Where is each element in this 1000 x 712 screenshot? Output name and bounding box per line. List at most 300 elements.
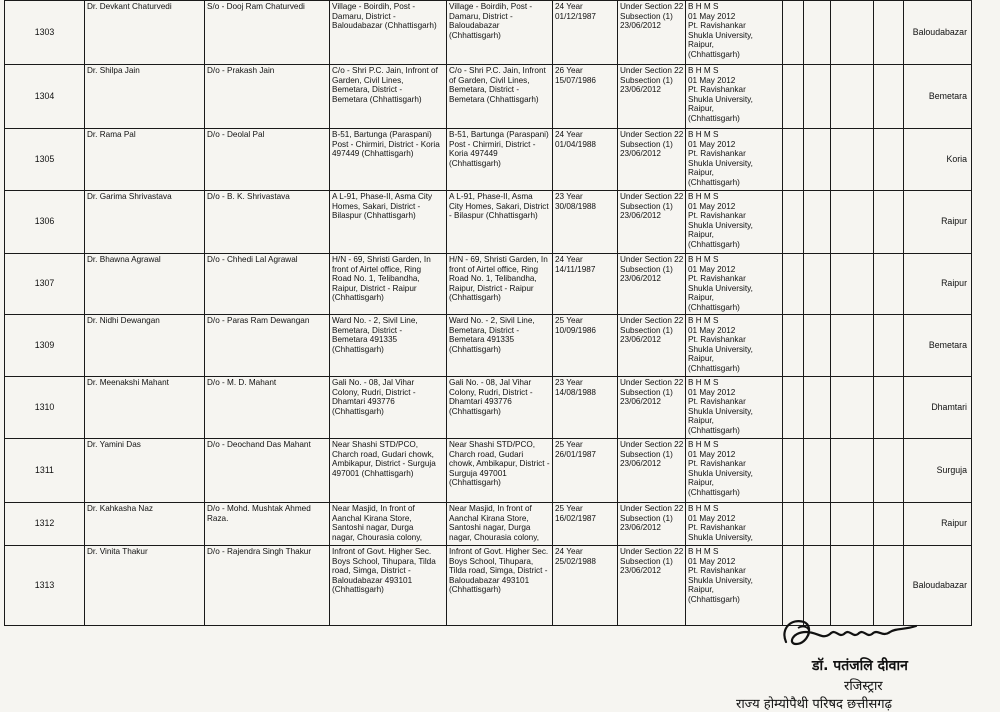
section-line: Under Section 22 xyxy=(620,378,684,387)
relation xyxy=(205,1,330,65)
doctor-name-text: Dr. Kahkasha Naz xyxy=(87,504,153,513)
blank-col-2 xyxy=(804,1,831,65)
blank-col-3 xyxy=(831,377,874,439)
table-row xyxy=(5,1,972,65)
address-line: Bemetara 491335 xyxy=(332,335,398,345)
address-line: B-51, Bartunga (Paraspani) xyxy=(449,130,549,139)
doctor-name xyxy=(85,254,205,315)
blank-col-1 xyxy=(783,377,804,439)
section-line: Under Section 22 xyxy=(620,547,684,556)
section-line: Under Section 22 xyxy=(620,316,684,325)
address-line: H/N - 69, Shristi Garden, In xyxy=(449,255,548,264)
blank-col-4 xyxy=(874,1,904,65)
serial-number-text: 1305 xyxy=(34,153,55,164)
address-line: 497449 (Chhattisgarh) xyxy=(332,149,414,159)
dob-text: 01/04/1988 xyxy=(555,139,596,149)
qualification-line: Shukla University, xyxy=(688,283,753,293)
age-dob xyxy=(553,377,618,439)
blank-col-3 xyxy=(831,191,874,254)
age-text: 23 Year xyxy=(555,378,583,387)
address-permanent xyxy=(447,315,553,377)
qualification-line: 01 May 2012 xyxy=(688,11,736,21)
serial-number xyxy=(5,439,85,503)
blank-col-3 xyxy=(831,1,874,65)
qualification-line: 01 May 2012 xyxy=(688,264,736,274)
qualification-line: 01 May 2012 xyxy=(688,325,736,335)
relation xyxy=(205,129,330,191)
section-line: Under Section 22 xyxy=(620,130,684,139)
blank-col-4 xyxy=(874,377,904,439)
qualification-line: Raipur, xyxy=(688,585,714,595)
serial-number-text: 1311 xyxy=(35,464,54,475)
dob-text: 01/12/1987 xyxy=(555,11,596,21)
age-dob xyxy=(553,315,618,377)
address-line: Near Shashi STD/PCO, xyxy=(449,440,535,449)
qualification-line: Shukla University, xyxy=(688,158,753,168)
address-line: Bemetara, District - xyxy=(332,85,403,95)
address-line: road, Simga, District - xyxy=(332,566,411,576)
section-line: Under Section 22 xyxy=(620,2,684,11)
serial-number-text: 1310 xyxy=(34,401,55,412)
address-line: Road No. 1, Telibandha, xyxy=(332,274,420,284)
blank-col-4 xyxy=(874,254,904,315)
registration-section xyxy=(618,1,686,65)
section-line: Subsection (1) xyxy=(620,75,673,85)
address-line: Near Masjid, In front of xyxy=(449,504,532,513)
address-line: Baloudabazar (Chhattisgarh) xyxy=(332,21,437,31)
address-line: (Chhattisgarh) xyxy=(332,406,384,416)
address-line: Charch road, Gudari xyxy=(449,449,524,459)
qualification-line: (Chhattisgarh) xyxy=(688,302,740,312)
doctor-name-text: Dr. Vinita Thakur xyxy=(87,547,148,556)
district xyxy=(904,315,972,377)
dob-text: 15/07/1986 xyxy=(555,75,596,85)
section-line: Subsection (1) xyxy=(620,139,673,149)
dob-text: 14/11/1987 xyxy=(555,264,596,274)
qualification-line: (Chhattisgarh) xyxy=(688,594,740,604)
address-line: chowk, Ambikapur, District - xyxy=(449,459,550,469)
address-line: Infront of Govt. Higher Sec. xyxy=(449,547,549,556)
serial-number-text: 1303 xyxy=(34,26,55,37)
address-line: Baloudabazar 493101 xyxy=(449,575,530,585)
doctor-name-text: Dr. Garima Shrivastava xyxy=(87,192,172,201)
serial-number-text: 1309 xyxy=(34,339,55,350)
blank-col-2 xyxy=(804,129,831,191)
qualification-line: (Chhattisgarh) xyxy=(688,113,740,123)
registration-section xyxy=(618,254,686,315)
age-dob xyxy=(553,129,618,191)
address-line: Village - Boirdih, Post - xyxy=(332,2,416,11)
address-line: Baloudabazar xyxy=(449,21,500,31)
registrar-designation: रजिस्ट्रार xyxy=(844,679,883,694)
serial-number xyxy=(5,315,85,377)
blank-col-4 xyxy=(874,191,904,254)
section-line: Subsection (1) xyxy=(620,387,673,397)
address-permanent xyxy=(447,191,553,254)
blank-col-2 xyxy=(804,191,831,254)
section-line: Subsection (1) xyxy=(620,264,673,274)
section-line: Subsection (1) xyxy=(620,513,673,523)
district-text: Baloudabazar xyxy=(912,579,967,590)
qualification xyxy=(686,315,783,377)
address-line: nagar, Chourasia colony, xyxy=(332,532,422,542)
blank-col-2 xyxy=(804,377,831,439)
qualification-line: (Chhattisgarh) xyxy=(688,363,740,373)
address-line: Gali No. - 08, Jal Vihar xyxy=(449,378,532,387)
address-line: front of Airtel office, Ring xyxy=(449,264,539,274)
address-line: Post - Chirmiri, District - xyxy=(449,139,536,149)
serial-number xyxy=(5,191,85,254)
address-line: A L-91, Phase-II, Asma City xyxy=(332,192,433,201)
section-line: Subsection (1) xyxy=(620,325,673,335)
address-line: (Chhattisgarh) xyxy=(332,293,384,303)
serial-number xyxy=(5,1,85,65)
address xyxy=(330,315,447,377)
registration-section xyxy=(618,377,686,439)
table-row xyxy=(5,503,972,546)
address-line: Homes, Sakari, District - xyxy=(332,201,421,211)
address-line: Bemetara (Chhattisgarh) xyxy=(332,94,422,104)
address-line: 497001 (Chhattisgarh) xyxy=(332,468,414,478)
qualification-line: Shukla University, xyxy=(688,532,753,542)
district xyxy=(904,254,972,315)
age-text: 25 Year xyxy=(555,504,583,513)
section-line: Subsection (1) xyxy=(620,556,673,566)
address xyxy=(330,65,447,129)
table-row xyxy=(5,191,972,254)
registration-section xyxy=(618,546,686,626)
address-line: (Chhattisgarh) xyxy=(449,344,501,354)
qualification-line: B H M S xyxy=(688,316,719,325)
section-line: Under Section 22 xyxy=(620,440,684,449)
relation xyxy=(205,65,330,129)
qualification-line: Pt. Ravishankar xyxy=(688,21,746,31)
address-line: Raipur, District - Raipur xyxy=(449,283,534,293)
address xyxy=(330,191,447,254)
qualification-line: Raipur, xyxy=(688,354,714,364)
doctor-name-text: Dr. Yamini Das xyxy=(87,440,141,449)
age-text: 25 Year xyxy=(555,440,583,449)
district-text: Bemetara xyxy=(928,339,967,350)
signature-graphic xyxy=(778,614,928,654)
serial-number-text: 1304 xyxy=(34,90,55,101)
address-line: C/o - Shri P.C. Jain, Infront of xyxy=(332,66,438,75)
blank-col-1 xyxy=(783,315,804,377)
address-line: Charch road, Gudari chowk, xyxy=(332,449,434,459)
address-line: Bemetara (Chhattisgarh) xyxy=(449,94,539,104)
blank-col-1 xyxy=(783,65,804,129)
address-permanent xyxy=(447,129,553,191)
age-text: 23 Year xyxy=(555,192,583,201)
section-line: 23/06/2012 xyxy=(620,149,661,159)
doctor-name xyxy=(85,1,205,65)
qualification-line: 01 May 2012 xyxy=(688,513,736,523)
address-line: (Chhattisgarh) xyxy=(449,406,501,416)
district xyxy=(904,65,972,129)
address-line: Infront of Govt. Higher Sec. xyxy=(332,547,432,556)
section-line: 23/06/2012 xyxy=(620,211,661,221)
relation-line: Raza. xyxy=(207,513,229,523)
dob-text: 25/02/1988 xyxy=(555,556,596,566)
district-text: Raipur xyxy=(941,278,967,289)
address-line: of Garden, Civil Lines, xyxy=(449,75,530,85)
qualification-line: (Chhattisgarh) xyxy=(688,487,740,497)
blank-col-2 xyxy=(804,254,831,315)
section-line: 23/06/2012 xyxy=(620,459,661,469)
address-line: Bemetara, District - xyxy=(332,325,403,335)
qualification-line: 01 May 2012 xyxy=(688,75,736,85)
address-line: A L-91, Phase-II, Asma xyxy=(449,192,533,201)
table-row xyxy=(5,129,972,191)
address-line: Dhamtari 493776 xyxy=(332,397,395,407)
address-line: Boys School, Tihupara, xyxy=(449,556,534,566)
qualification-line: Pt. Ravishankar xyxy=(688,397,746,407)
address-line: (Chhattisgarh) xyxy=(449,158,501,168)
section-line: Under Section 22 xyxy=(620,66,684,75)
address-line: front of Airtel office, Ring xyxy=(332,264,422,274)
registrar-signature-block xyxy=(720,612,1000,710)
age-dob xyxy=(553,191,618,254)
qualification-line: (Chhattisgarh) xyxy=(688,239,740,249)
district xyxy=(904,439,972,503)
address-line: Tilda road, Simga, District - xyxy=(449,566,548,576)
registration-section xyxy=(618,503,686,546)
address-line: Ward No. - 2, Sivil Line, xyxy=(449,316,535,325)
table-row xyxy=(5,65,972,129)
blank-col-1 xyxy=(783,439,804,503)
address-line: Bemetara 491335 xyxy=(449,335,515,345)
district-text: Baloudabazar xyxy=(912,26,967,37)
section-line: Subsection (1) xyxy=(620,201,673,211)
qualification xyxy=(686,191,783,254)
table-row xyxy=(5,315,972,377)
age-dob xyxy=(553,65,618,129)
relation-line: D/o - Chhedi Lal Agrawal xyxy=(207,255,298,264)
section-line: 23/06/2012 xyxy=(620,397,661,407)
address-line: Post - Chirmiri, District - Koria xyxy=(332,139,440,149)
doctor-name xyxy=(85,546,205,626)
dob-text: 16/02/1987 xyxy=(555,513,596,523)
doctor-name xyxy=(85,315,205,377)
section-line: Under Section 22 xyxy=(620,504,684,513)
qualification-line: Pt. Ravishankar xyxy=(688,149,746,159)
address-line: Aanchal Kirana Store, xyxy=(332,513,412,523)
qualification xyxy=(686,1,783,65)
qualification-line: Shukla University, xyxy=(688,575,753,585)
address-line: Baloudabazar 493101 xyxy=(332,575,413,585)
qualification-line: (Chhattisgarh) xyxy=(688,425,740,435)
registration-section xyxy=(618,191,686,254)
section-line: 23/06/2012 xyxy=(620,21,661,31)
qualification-line: 01 May 2012 xyxy=(688,139,736,149)
doctor-name-text: Dr. Devkant Chaturvedi xyxy=(87,2,172,11)
address-line: Near Masjid, In front of xyxy=(332,504,415,513)
address-permanent xyxy=(447,254,553,315)
section-line: 23/06/2012 xyxy=(620,274,661,284)
doctor-name-text: Dr. Bhawna Agrawal xyxy=(87,255,161,264)
district xyxy=(904,191,972,254)
qualification-line: B H M S xyxy=(688,2,719,11)
section-line: Subsection (1) xyxy=(620,449,673,459)
address-permanent xyxy=(447,65,553,129)
qualification-line: Pt. Ravishankar xyxy=(688,523,746,533)
address-permanent xyxy=(447,1,553,65)
qualification-line: 01 May 2012 xyxy=(688,556,736,566)
blank-col-3 xyxy=(831,503,874,546)
qualification-line: Shukla University, xyxy=(688,94,753,104)
age-dob xyxy=(553,439,618,503)
doctor-name xyxy=(85,65,205,129)
address-line: Surguja 497001 xyxy=(449,468,507,478)
qualification-line: 01 May 2012 xyxy=(688,387,736,397)
blank-col-1 xyxy=(783,129,804,191)
qualification-line: Raipur, xyxy=(688,168,714,178)
doctor-name xyxy=(85,377,205,439)
blank-col-1 xyxy=(783,254,804,315)
relation-line: D/o - Deolal Pal xyxy=(207,130,265,139)
blank-col-1 xyxy=(783,1,804,65)
address-line: Bilaspur (Chhattisgarh) xyxy=(332,211,416,221)
doctor-name xyxy=(85,503,205,546)
section-line: 23/06/2012 xyxy=(620,335,661,345)
district-text: Dhamtari xyxy=(931,401,967,412)
serial-number-text: 1312 xyxy=(34,518,55,529)
address-line: Santoshi nagar, Durga xyxy=(449,523,531,533)
serial-number-text: 1313 xyxy=(34,579,55,590)
address xyxy=(330,377,447,439)
blank-col-4 xyxy=(874,503,904,546)
address-line: Damaru, District - xyxy=(449,11,513,21)
qualification-line: (Chhattisgarh) xyxy=(688,177,740,187)
address-line: B-51, Bartunga (Paraspani) xyxy=(332,130,432,139)
district-text: Surguja xyxy=(936,464,967,475)
age-text: 25 Year xyxy=(555,316,583,325)
address-line: Koria 497449 xyxy=(449,149,498,159)
qualification-line: Shukla University, xyxy=(688,220,753,230)
qualification-line: B H M S xyxy=(688,130,719,139)
relation-line: D/o - Rajendra Singh Thakur xyxy=(207,547,312,556)
address-line: Garden, Civil Lines, xyxy=(332,75,404,85)
doctor-name xyxy=(85,129,205,191)
blank-col-3 xyxy=(831,315,874,377)
address-line: nagar, Chourasia colony, xyxy=(449,532,539,542)
age-text: 24 Year xyxy=(555,2,583,11)
qualification-line: B H M S xyxy=(688,504,719,513)
qualification-line: 01 May 2012 xyxy=(688,201,736,211)
address xyxy=(330,1,447,65)
address-line: - Bilaspur (Chhattisgarh) xyxy=(449,211,538,221)
district xyxy=(904,503,972,546)
registration-section xyxy=(618,439,686,503)
address xyxy=(330,546,447,626)
blank-col-1 xyxy=(783,503,804,546)
qualification-line: Shukla University, xyxy=(688,30,753,40)
qualification xyxy=(686,503,783,546)
qualification-line: B H M S xyxy=(688,255,719,264)
serial-number xyxy=(5,65,85,129)
blank-col-4 xyxy=(874,439,904,503)
address-line: Gali No. - 08, Jal Vihar xyxy=(332,378,415,387)
qualification-line: Raipur, xyxy=(688,104,714,114)
relation xyxy=(205,191,330,254)
blank-col-1 xyxy=(783,191,804,254)
dob-text: 26/01/1987 xyxy=(555,449,596,459)
relation xyxy=(205,439,330,503)
dob-text: 10/09/1986 xyxy=(555,325,596,335)
address-line: Santoshi nagar, Durga xyxy=(332,523,414,533)
qualification-line: Raipur, xyxy=(688,416,714,426)
address-line: H/N - 69, Shristi Garden, In xyxy=(332,255,431,264)
address-line: (Chhattisgarh) xyxy=(449,30,501,40)
table-row xyxy=(5,377,972,439)
address xyxy=(330,439,447,503)
qualification xyxy=(686,65,783,129)
blank-col-3 xyxy=(831,439,874,503)
address-line: City Homes, Sakari, District xyxy=(449,201,549,211)
address-line: (Chhattisgarh) xyxy=(449,585,501,595)
address-permanent xyxy=(447,503,553,546)
serial-number xyxy=(5,129,85,191)
qualification-line: B H M S xyxy=(688,66,719,75)
relation xyxy=(205,503,330,546)
blank-col-2 xyxy=(804,503,831,546)
address xyxy=(330,129,447,191)
section-line: Under Section 22 xyxy=(620,255,684,264)
qualification-line: Pt. Ravishankar xyxy=(688,274,746,284)
address-permanent xyxy=(447,546,553,626)
address-line: Ward No. - 2, Sivil Line, xyxy=(332,316,418,325)
qualification-line: Pt. Ravishankar xyxy=(688,459,746,469)
serial-number xyxy=(5,503,85,546)
qualification-line: Raipur, xyxy=(688,40,714,50)
blank-col-4 xyxy=(874,129,904,191)
registration-section xyxy=(618,65,686,129)
relation-line: D/o - M. D. Mahant xyxy=(207,378,277,387)
blank-col-2 xyxy=(804,315,831,377)
address-line: (Chhattisgarh) xyxy=(332,585,384,595)
address-line: C/o - Shri P.C. Jain, Infront xyxy=(449,66,546,75)
table-row xyxy=(5,254,972,315)
qualification-line: Raipur, xyxy=(688,478,714,488)
qualification-line: Pt. Ravishankar xyxy=(688,566,746,576)
district xyxy=(904,129,972,191)
qualification xyxy=(686,439,783,503)
address-line: Near Shashi STD/PCO, xyxy=(332,440,418,449)
qualification xyxy=(686,254,783,315)
district-text: Raipur xyxy=(941,216,967,227)
address-line: Boys School, Tihupara, Tilda xyxy=(332,556,436,566)
serial-number xyxy=(5,377,85,439)
address-line: (Chhattisgarh) xyxy=(332,344,384,354)
relation xyxy=(205,377,330,439)
age-dob xyxy=(553,254,618,315)
address-permanent xyxy=(447,439,553,503)
serial-number-text: 1306 xyxy=(34,216,55,227)
relation-line: D/o - Mohd. Mushtak Ahmed xyxy=(207,504,311,513)
dob-text: 14/08/1988 xyxy=(555,387,596,397)
age-text: 24 Year xyxy=(555,130,583,139)
section-line: 23/06/2012 xyxy=(620,566,661,576)
address-line: Dhamtari 493776 xyxy=(449,397,512,407)
address-line: Colony, Rudri, District - xyxy=(449,387,533,397)
relation-line: D/o - Deochand Das Mahant xyxy=(207,440,311,449)
relation xyxy=(205,315,330,377)
qualification-line: B H M S xyxy=(688,192,719,201)
address-line: Bemetara, District - xyxy=(449,85,520,95)
qualification-line: Shukla University, xyxy=(688,344,753,354)
blank-col-4 xyxy=(874,315,904,377)
address-permanent xyxy=(447,377,553,439)
